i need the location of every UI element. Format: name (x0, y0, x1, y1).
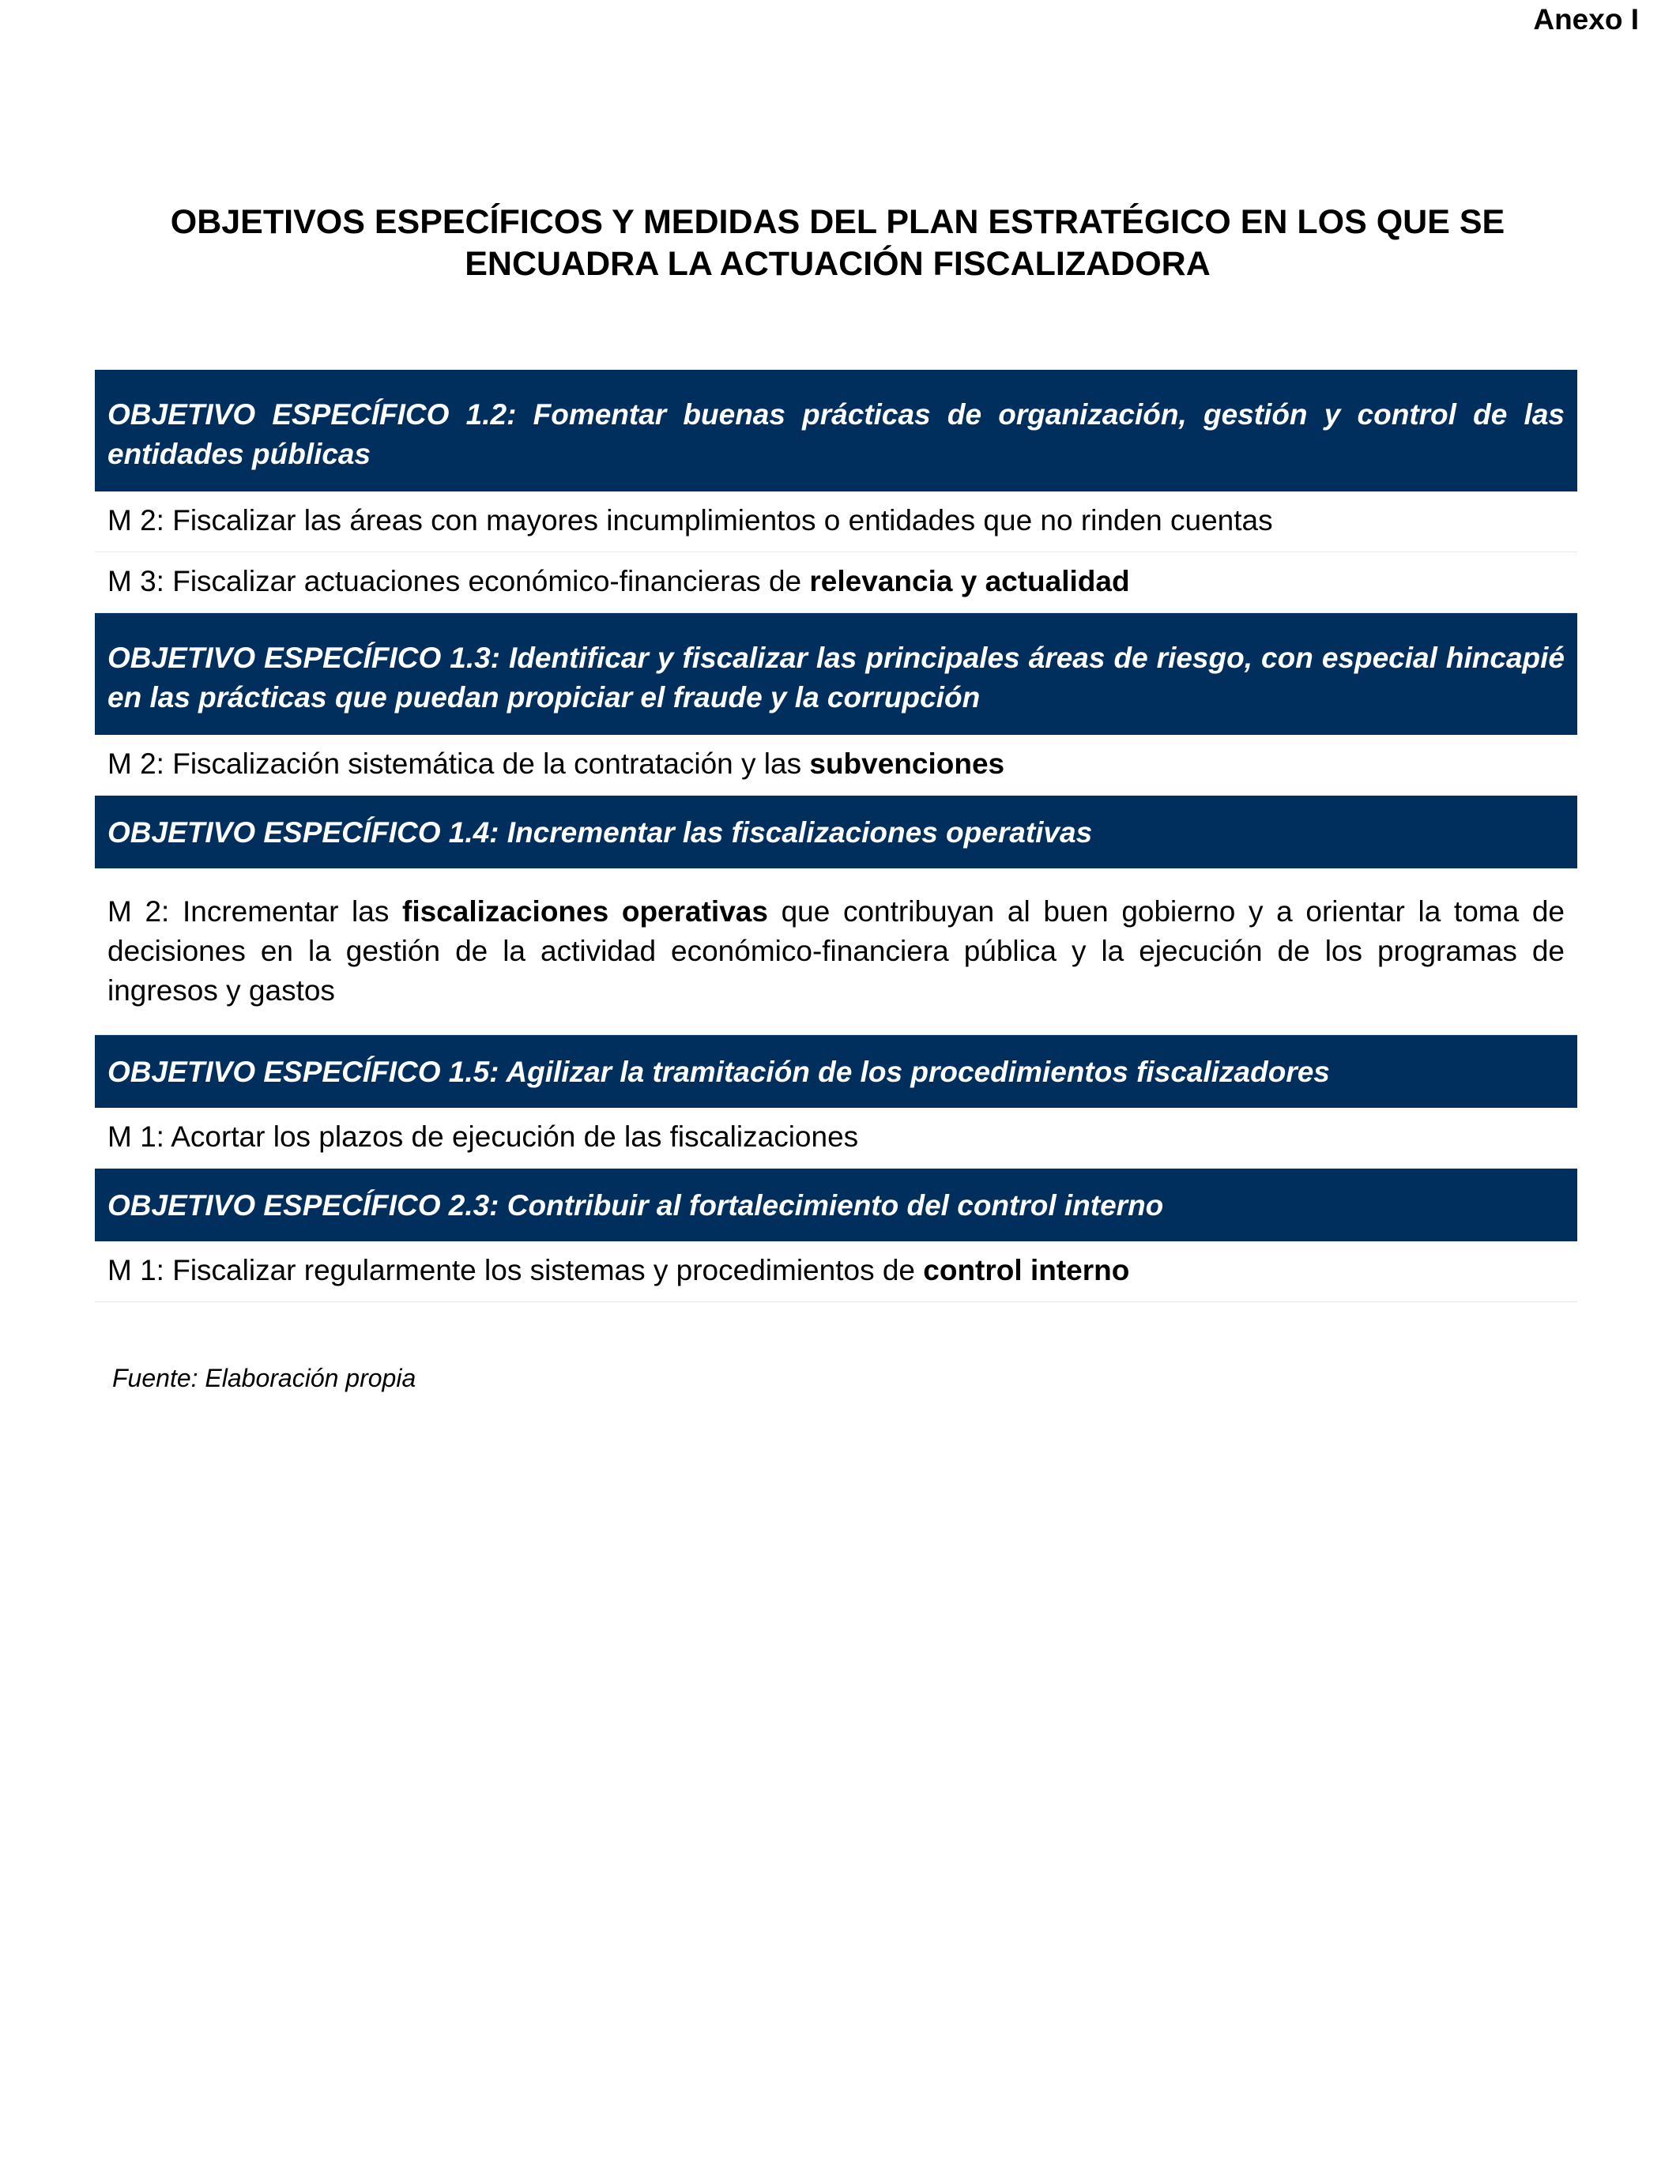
objective-2-3-header: OBJETIVO ESPECÍFICO 2.3: Contribuir al fortalecimiento del control interno (95, 1169, 1577, 1241)
measure-text-tail: que contribuyan al buen gobierno y a orientar la toma de decisiones en la gestión de la actividad económico-financiera pública y la ejecución de los programas de ingresos y gastos (107, 895, 1565, 1007)
measure-text: M 3: Fiscalizar actuaciones económico-financieras de (107, 565, 810, 597)
title-line-2: ENCUADRA LA ACTUACIÓN FISCALIZADORA (465, 245, 1211, 283)
objective-1-2-measure-2 (95, 491, 1577, 552)
measure-text: M 2: Fiscalización sistemática de la contratación y las (107, 747, 810, 780)
annex-label: Anexo I (1533, 3, 1639, 36)
measure-text: M 1: Fiscalizar regularmente los sistemas y procedimientos de (107, 1254, 924, 1286)
measure-bold-text: relevancia y actualidad (809, 565, 1130, 597)
objective-1-2-measure-3 (95, 552, 1577, 613)
measure-bold-text: control interno (923, 1254, 1130, 1286)
page-title (95, 201, 1580, 285)
objective-1-3-header: OBJETIVO ESPECÍFICO 1.3: Identificar y fiscalizar las principales áreas de riesgo, con especial hincapié en las prácticas que puedan propiciar el fraude y la corrupción (95, 613, 1577, 735)
objective-1-3-measure-2 (95, 735, 1577, 796)
objective-1-2-header: OBJETIVO ESPECÍFICO 1.2: Fomentar buenas prácticas de organización, gestión y control de las entidades públicas (95, 370, 1577, 491)
measure-bold-text: fiscalizaciones operativas (402, 895, 768, 928)
objective-2-3-measure-1 (95, 1241, 1577, 1302)
objective-1-5-measure-1 (95, 1108, 1577, 1169)
objective-1-4-measure-2 (95, 868, 1577, 1035)
measure-text: M 2: Incrementar las (107, 895, 402, 928)
objectives-table (95, 370, 1577, 1302)
title-line-1: OBJETIVOS ESPECÍFICOS Y MEDIDAS DEL PLAN ESTRATÉGICO EN LOS QUE SE (170, 203, 1505, 241)
measure-text: M 1: Acortar los plazos de ejecución de las fiscalizaciones (107, 1120, 859, 1153)
objective-1-5-header: OBJETIVO ESPECÍFICO 1.5: Agilizar la tramitación de los procedimientos fiscalizadores (95, 1035, 1577, 1108)
measure-bold-text: subvenciones (809, 747, 1005, 780)
objective-1-4-header: OBJETIVO ESPECÍFICO 1.4: Incrementar las fiscalizaciones operativas (95, 796, 1577, 868)
source-note: Fuente: Elaboración propia (112, 1364, 416, 1392)
measure-text: M 2: Fiscalizar las áreas con mayores incumplimientos o entidades que no rinden cuentas (107, 504, 1273, 537)
